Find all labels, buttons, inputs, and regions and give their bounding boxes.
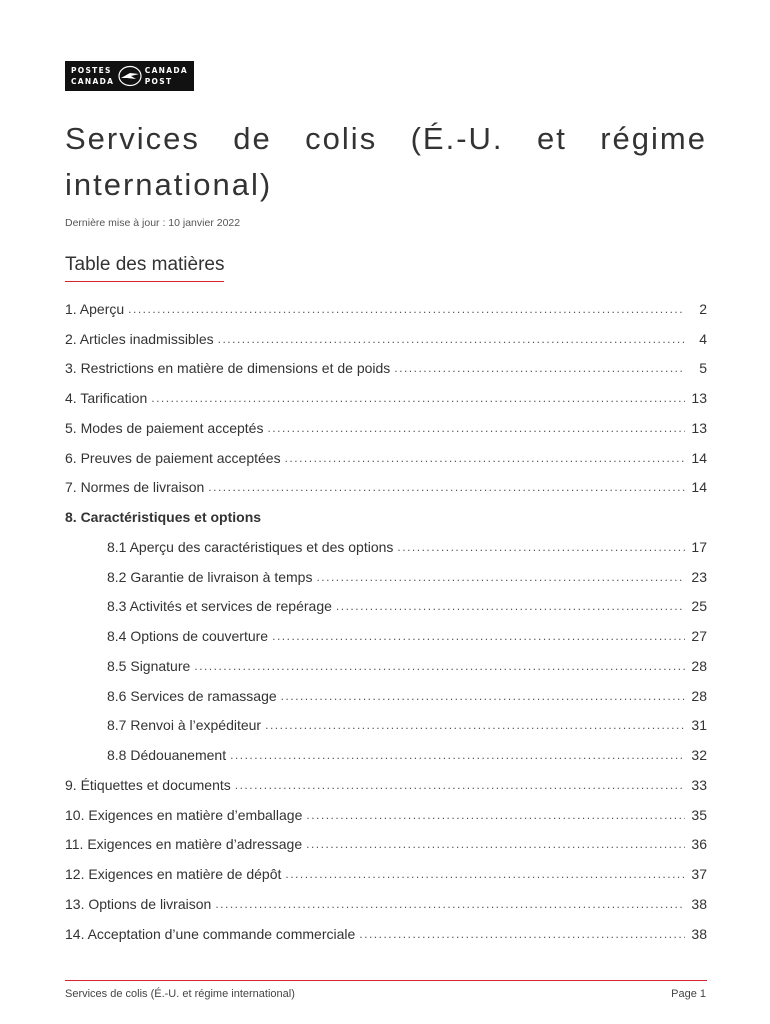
toc-dot-leader — [285, 867, 685, 881]
toc-dot-leader — [336, 599, 685, 613]
toc-dot-leader — [306, 837, 685, 851]
toc-entry-page: 2 — [699, 300, 707, 317]
toc-entry[interactable] — [65, 740, 707, 770]
footer-page-number: Page 1 — [671, 988, 706, 1000]
logo-canada-fr: CANADA — [71, 76, 115, 86]
logo-postes: POSTES — [71, 65, 112, 75]
toc-dot-leader — [128, 302, 685, 316]
toc-entry[interactable] — [65, 383, 707, 413]
toc-entry[interactable] — [65, 889, 707, 919]
table-of-contents — [65, 294, 707, 949]
eagle-emblem-icon — [117, 65, 143, 87]
toc-entry[interactable] — [65, 651, 707, 681]
toc-dot-leader — [359, 927, 685, 941]
toc-entry-label: 2. Articles inadmissibles — [65, 330, 214, 347]
toc-entry-page: 14 — [691, 449, 707, 466]
toc-dot-leader — [281, 689, 685, 703]
last-updated: Dernière mise à jour : 10 janvier 2022 — [65, 217, 241, 229]
toc-heading: Table des matières — [65, 254, 224, 282]
toc-entry-page: 13 — [691, 390, 707, 407]
toc-dot-leader — [208, 480, 685, 494]
toc-entry-page: 27 — [691, 628, 707, 645]
toc-entry-page: 35 — [691, 806, 707, 823]
toc-entry-label: 8. Caractéristiques et options — [65, 509, 262, 526]
toc-dot-leader — [151, 391, 685, 405]
toc-entry-page: 28 — [691, 687, 707, 704]
toc-dot-leader — [235, 778, 685, 792]
toc-dot-leader — [285, 451, 685, 465]
toc-entry[interactable] — [65, 830, 707, 860]
toc-entry-label: 6. Preuves de paiement acceptées — [65, 449, 281, 466]
logo-text-right — [145, 67, 188, 86]
toc-entry[interactable] — [65, 294, 707, 324]
footer-document-title: Services de colis (É.-U. et régime international) — [65, 988, 295, 1000]
toc-dot-leader — [218, 332, 685, 346]
toc-dot-leader — [230, 748, 685, 762]
toc-entry-page: 23 — [691, 568, 707, 585]
toc-entry-label: 8.5 Signature — [107, 657, 191, 674]
toc-entry[interactable] — [65, 502, 707, 532]
toc-entry[interactable] — [65, 473, 707, 503]
logo-canada-en: CANADA — [144, 65, 188, 75]
toc-entry-label: 11. Exigences en matière d’adressage — [65, 836, 303, 853]
logo-text-left — [71, 67, 114, 86]
toc-dot-leader — [397, 540, 685, 554]
toc-entry[interactable] — [65, 592, 707, 622]
toc-entry-label: 8.2 Garantie de livraison à temps — [107, 568, 313, 585]
toc-entry-page: 5 — [699, 360, 707, 377]
toc-entry-page: 13 — [691, 419, 707, 436]
toc-entry-label: 1. Aperçu — [65, 300, 125, 317]
toc-entry-page: 38 — [691, 925, 707, 942]
document-title: Services de colis (É.-U. et régime international) — [65, 121, 707, 202]
toc-dot-leader — [194, 659, 685, 673]
toc-entry[interactable] — [65, 919, 707, 949]
toc-entry-label: 3. Restrictions en matière de dimensions et de poids — [65, 360, 391, 377]
toc-entry-page: 28 — [691, 657, 707, 674]
toc-entry-label: 8.8 Dédouanement — [107, 747, 227, 764]
toc-entry-label: 12. Exigences en matière de dépôt — [65, 866, 282, 883]
toc-entry[interactable] — [65, 354, 707, 384]
toc-entry-page: 33 — [691, 776, 707, 793]
toc-entry-page: 25 — [691, 598, 707, 615]
toc-entry-page: 37 — [691, 866, 707, 883]
toc-entry[interactable] — [65, 770, 707, 800]
toc-entry[interactable] — [65, 621, 707, 651]
toc-entry[interactable] — [65, 800, 707, 830]
toc-dot-leader — [267, 421, 685, 435]
toc-entry[interactable] — [65, 413, 707, 443]
toc-entry-page: 14 — [691, 479, 707, 496]
toc-entry-label: 5. Modes de paiement acceptés — [65, 419, 264, 436]
toc-entry-label: 8.6 Services de ramassage — [107, 687, 277, 704]
toc-entry-label: 9. Étiquettes et documents — [65, 776, 231, 793]
toc-entry-page: 36 — [691, 836, 707, 853]
toc-entry-label: 8.3 Activités et services de repérage — [107, 598, 332, 615]
toc-entry-label: 14. Acceptation d’une commande commerciale — [65, 925, 356, 942]
toc-entry[interactable] — [65, 324, 707, 354]
toc-dot-leader — [265, 718, 685, 732]
toc-dot-leader — [306, 808, 685, 822]
toc-entry-page: 31 — [691, 717, 707, 734]
toc-entry-label: 10. Exigences en matière d’emballage — [65, 806, 303, 823]
toc-entry-page: 4 — [699, 330, 707, 347]
toc-entry-label: 8.4 Options de couverture — [107, 628, 269, 645]
toc-entry[interactable] — [65, 443, 707, 473]
toc-entry[interactable] — [65, 532, 707, 562]
toc-entry[interactable] — [65, 859, 707, 889]
toc-entry-label: 8.1 Aperçu des caractéristiques et des options — [107, 538, 394, 555]
toc-entry[interactable] — [65, 562, 707, 592]
toc-dot-leader — [272, 629, 685, 643]
toc-entry-page: 17 — [691, 538, 707, 555]
toc-dot-leader — [394, 361, 685, 375]
canada-post-logo — [65, 61, 194, 91]
toc-entry-label: 8.7 Renvoi à l’expéditeur — [107, 717, 262, 734]
toc-entry[interactable] — [65, 681, 707, 711]
toc-entry[interactable] — [65, 711, 707, 741]
toc-entry-label: 4. Tarification — [65, 390, 148, 407]
logo-post: POST — [144, 76, 173, 86]
toc-dot-leader — [316, 570, 685, 584]
toc-dot-leader — [215, 897, 685, 911]
toc-entry-label: 13. Options de livraison — [65, 895, 212, 912]
toc-entry-label: 7. Normes de livraison — [65, 479, 205, 496]
footer-divider — [65, 980, 707, 981]
toc-entry-page: 38 — [691, 895, 707, 912]
toc-entry-page: 32 — [691, 747, 707, 764]
